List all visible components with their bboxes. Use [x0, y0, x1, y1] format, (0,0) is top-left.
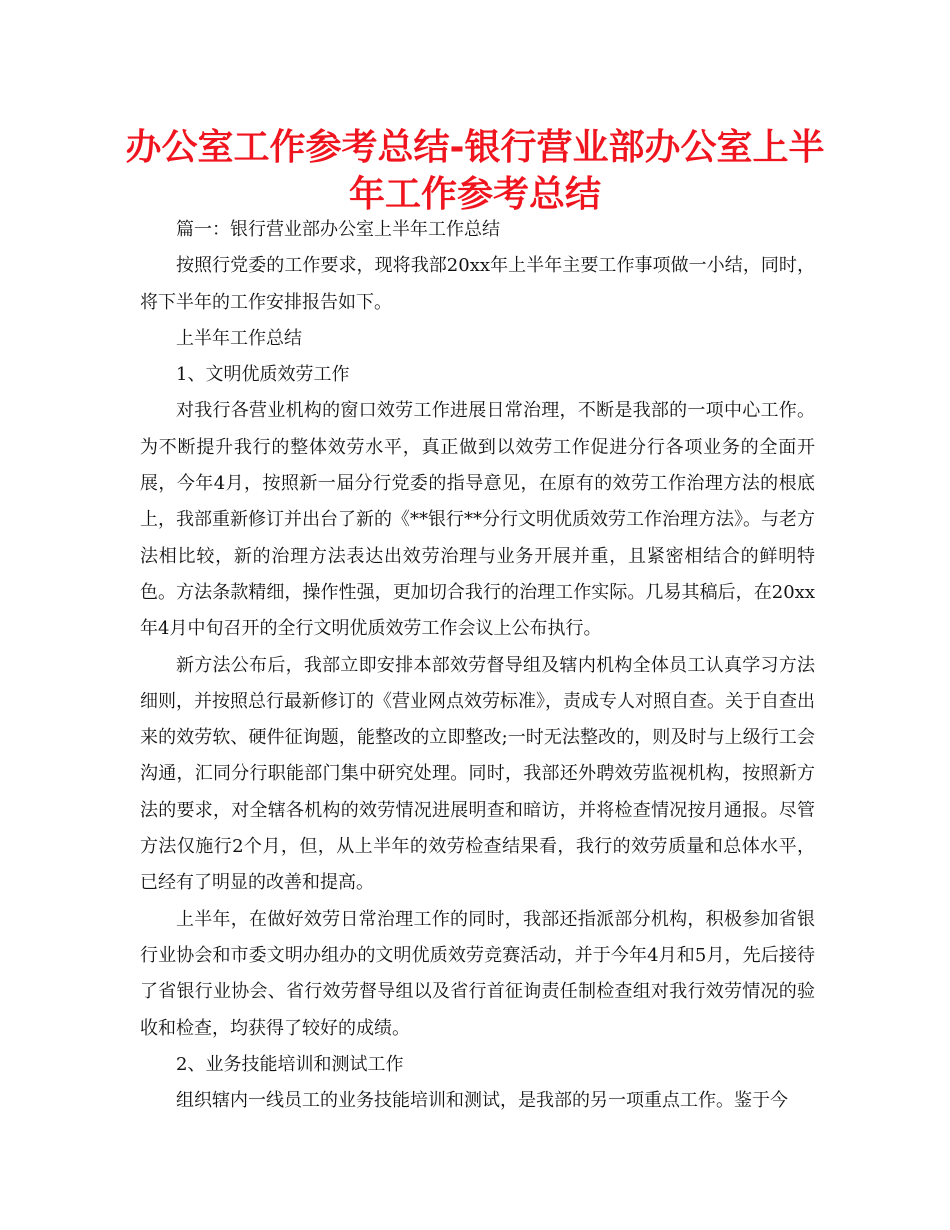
document-body [140, 212, 815, 1119]
paragraph-item1-body1: 对我行各营业机构的窗口效劳工作进展日常治理，不断是我部的一项中心工作。为不断提升我行的整体效劳水平，真正做到以效劳工作促进分行各项业务的全面开展，今年4月，按照新一届分行党委的指导意见，在原有的效劳工作治理方法的根底上，我部重新修订并出台了新的《**银行**分行文明优质效劳工作治理方法》。与老方法相比较，新的治理方法表达出效劳治理与业务开展并重，且紧密相结合的鲜明特色。方法条款精细，操作性强，更加切合我行的治理工作实际。几易其稿后，在20xx年4月中旬召开的全行文明优质效劳工作会议上公布执行。 [140, 400, 815, 640]
paragraph-item1-heading: 1、文明优质效劳工作 [176, 364, 350, 386]
paragraph-summary-heading: 上半年工作总结 [176, 327, 302, 349]
paragraph-item1-body2: 新方法公布后，我部立即安排本部效劳督导组及辖内机构全体员工认真学习方法细则，并按照总行最新修订的《营业网点效劳标准》，责成专人对照自查。关于自查出来的效劳软、硬件征询题，能整改的立即整改;一时无法整改的，则及时与上级行工会沟通，汇同分行职能部门集中研究处理。同时，我部还外聘效劳监视机构，按照新方法的要求，对全辖各机构的效劳情况进展明查和暗访，并将检查情况按月通报。尽管方法仅施行2个月，但，从上半年的效劳检查结果看，我行的效劳质量和总体水平，已经有了明显的改善和提高。 [140, 654, 815, 894]
paragraph-section-heading: 篇一：银行营业部办公室上半年工作总结 [176, 219, 500, 240]
paragraph-item1-body3: 上半年，在做好效劳日常治理工作的同时，我部还指派部分机构，积极参加省银行业协会和市委文明办组办的文明优质效劳竞赛活动，并于今年4月和5月，先后接待了省银行业协会、省行效劳督导组以及省行首征询责任制检查组对我行效劳情况的验收和检查，均获得了较好的成绩。 [140, 908, 815, 1039]
paragraph-intro: 按照行党委的工作要求，现将我部20xx年上半年主要工作事项做一小结，同时，将下半年的工作安排报告如下。 [140, 255, 815, 313]
paragraph-item2-body: 组织辖内一线员工的业务技能培训和测试，是我部的另一项重点工作。鉴于今 [176, 1090, 788, 1112]
document-title: 办公室工作参考总结-银行营业部办公室上半年工作参考总结 [125, 127, 825, 215]
paragraph-item2-heading: 2、业务技能培训和测试工作 [176, 1053, 404, 1075]
